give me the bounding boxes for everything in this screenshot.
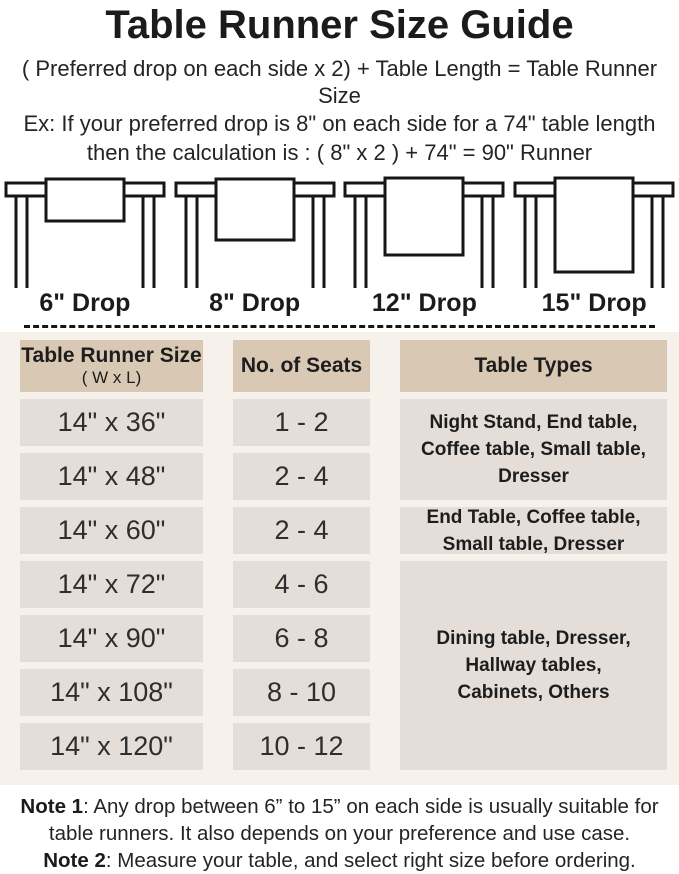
table-illustration-6-drop <box>0 176 170 288</box>
size-guide-panel <box>0 332 679 785</box>
header-types-label: Table Types <box>474 354 593 377</box>
drop-labels <box>0 289 679 325</box>
table-row-seats: 6 - 8 <box>233 615 370 662</box>
note-1-label: Note 1 <box>20 795 84 818</box>
table-with-runner-diagram <box>511 176 677 288</box>
drop-label-12: 12" Drop <box>371 289 477 317</box>
table-row-seats: 1 - 2 <box>233 399 370 446</box>
table-types-text: Night Stand, End table, Coffee table, Small table, Dresser <box>421 412 646 487</box>
table-row-seats: 2 - 4 <box>233 507 370 554</box>
table-row-size: 14" x 120" <box>20 723 203 770</box>
table-with-runner-diagram <box>341 176 507 288</box>
example-line-1: Ex: If your preferred drop is 8" on each side for a 74" table length <box>23 111 656 136</box>
runner-drape <box>555 178 633 272</box>
example-line-2: then the calculation is : ( 8" x 2 ) + 74" = 90" Runner <box>86 140 593 165</box>
table-row-seats: 4 - 6 <box>233 561 370 608</box>
table-illustration-8-drop <box>170 176 340 288</box>
table-row-size: 14" x 108" <box>20 669 203 716</box>
table-with-runner-diagram <box>2 176 168 288</box>
runner-drape <box>46 179 124 221</box>
note-1 <box>8 793 672 847</box>
table-row-seats: 8 - 10 <box>233 669 370 716</box>
note-2-text: : Measure your table, and select right size before ordering. <box>105 849 636 872</box>
runner-drape <box>385 178 463 255</box>
table-row-size: 14" x 48" <box>20 453 203 500</box>
table-row-size: 14" x 72" <box>20 561 203 608</box>
table-types-text: End Table, Coffee table, Small table, Dresser <box>426 506 641 555</box>
column-header-seats <box>233 340 370 392</box>
table-with-runner-diagram <box>172 176 338 288</box>
note-2-label: Note 2 <box>43 849 106 872</box>
table-row-seats: 2 - 4 <box>233 453 370 500</box>
table-types-group-small <box>400 399 667 500</box>
note-1-text: : Any drop between 6” to 15” on each side is usually suitable for table runners. It also depends on your preference and use case. <box>48 795 659 845</box>
table-types-text: Dining table, Dresser, Hallway tables, Cabinets, Others <box>436 628 631 703</box>
header-seats-label: No. of Seats <box>240 354 363 377</box>
table-illustration-15-drop <box>509 176 679 288</box>
drop-illustrations <box>0 176 679 288</box>
table-row-size: 14" x 36" <box>20 399 203 446</box>
table-types-group-large <box>400 561 667 770</box>
size-guide-table <box>20 340 679 770</box>
table-illustration-12-drop <box>340 176 510 288</box>
drop-label-8: 8" Drop <box>209 289 301 317</box>
table-row-size: 14" x 90" <box>20 615 203 662</box>
dashed-divider <box>24 325 655 328</box>
header-size-line1: Table Runner Size <box>21 344 202 367</box>
runner-drape <box>216 179 294 240</box>
column-header-types <box>400 340 667 392</box>
header-size-line2: ( W x L) <box>81 368 142 387</box>
table-row-seats: 10 - 12 <box>233 723 370 770</box>
note-2 <box>0 847 679 874</box>
column-header-size <box>20 340 203 392</box>
table-row-size: 14" x 60" <box>20 507 203 554</box>
drop-label-6: 6" Drop <box>39 289 131 317</box>
notes-section <box>0 793 679 874</box>
drop-label-15: 15" Drop <box>541 289 647 317</box>
table-types-group-medium <box>400 507 667 554</box>
formula-text: ( Preferred drop on each side x 2) + Table Length = Table Runner Size <box>21 56 658 108</box>
page-title: Table Runner Size Guide <box>105 3 574 47</box>
